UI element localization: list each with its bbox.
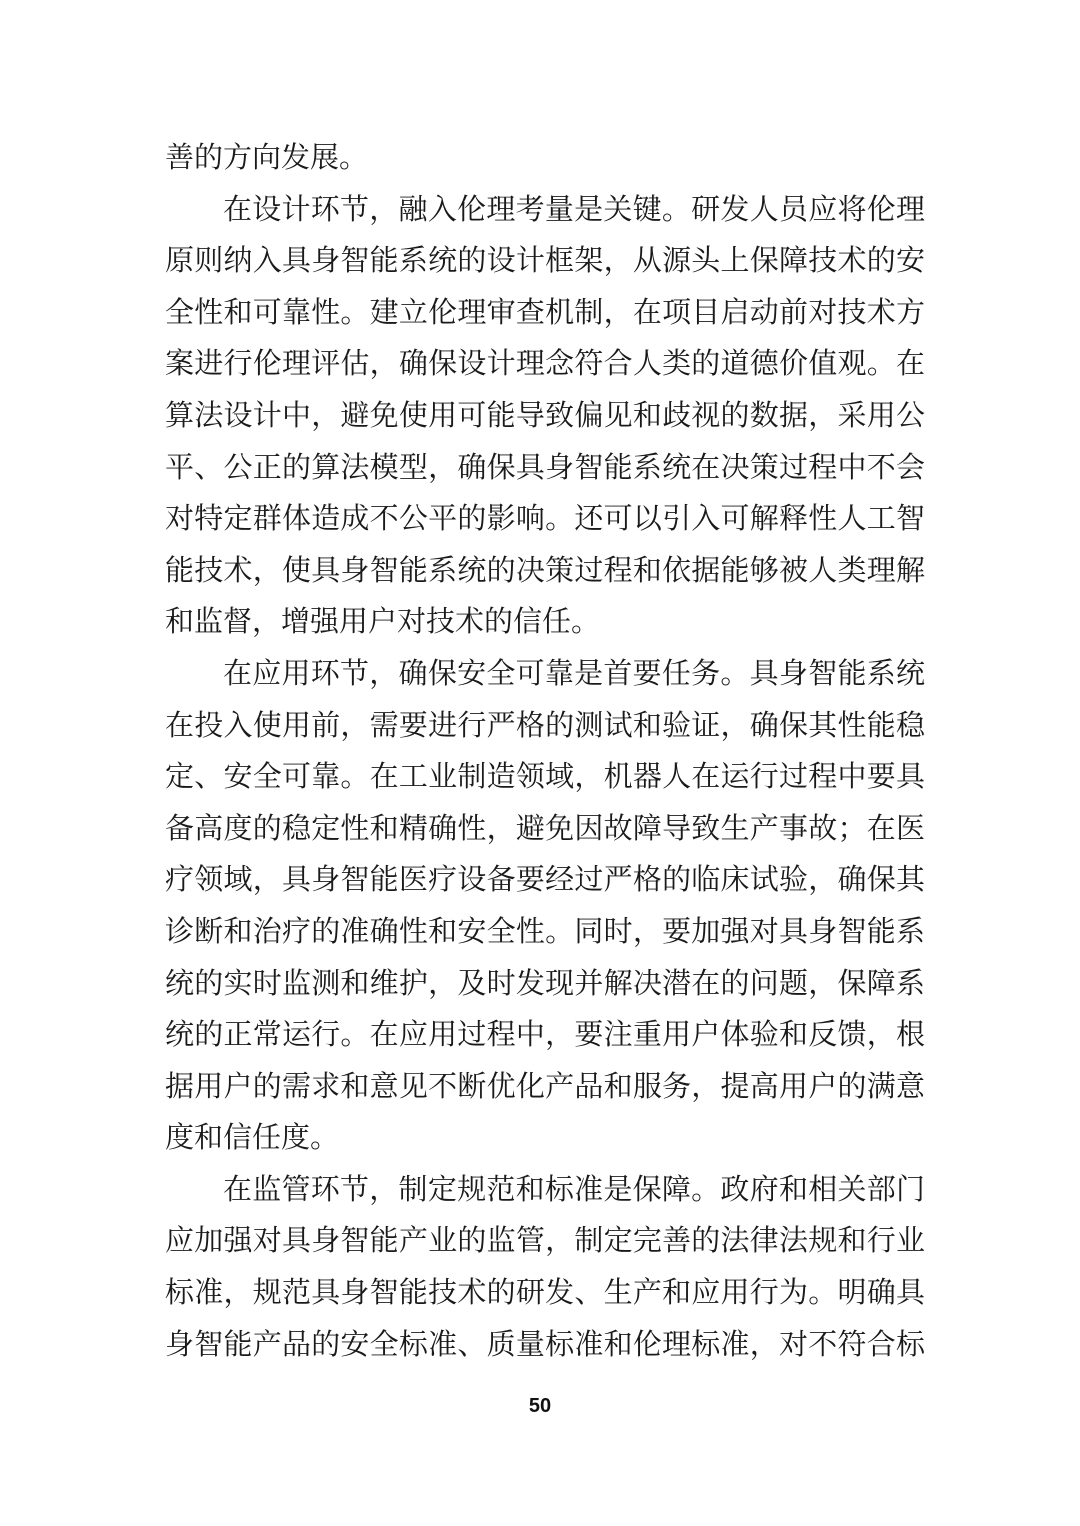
text-line: 能技术，使具身智能系统的决策过程和依据能够被人类理解 [165, 552, 925, 587]
text-line: 善的方向发展。 [165, 140, 369, 174]
text-line: 案进行伦理评估，确保设计理念符合人类的道德价值观。在 [165, 346, 925, 381]
paragraph-first-line: 在监管环节，制定规范和标准是保障。政府和相关部门 [223, 1171, 925, 1206]
text-line: 度和信任度。 [165, 1120, 340, 1155]
text-line: 据用户的需求和意见不断优化产品和服务，提高用户的满意 [165, 1068, 925, 1103]
text-line: 全性和可靠性。建立伦理审查机制，在项目启动前对技术方 [165, 294, 925, 329]
text-line: 身智能产品的安全标准、质量标准和伦理标准，对不符合标 [165, 1326, 925, 1361]
text-line: 应加强对具身智能产业的监管，制定完善的法律法规和行业 [165, 1223, 925, 1258]
text-line: 疗领域，具身智能医疗设备要经过严格的临床试验，确保其 [165, 862, 925, 897]
text-line: 和监督，增强用户对技术的信任。 [165, 604, 601, 639]
text-line: 原则纳入具身智能系统的设计框架，从源头上保障技术的安 [165, 243, 925, 278]
text-line: 诊断和治疗的准确性和安全性。同时，要加强对具身智能系 [165, 913, 925, 948]
text-line: 统的正常运行。在应用过程中，要注重用户体验和反馈，根 [165, 1017, 925, 1052]
text-line: 统的实时监测和维护，及时发现并解决潜在的问题，保障系 [165, 965, 925, 1000]
text-line: 标准，规范具身智能技术的研发、生产和应用行为。明确具 [165, 1275, 925, 1310]
text-line: 对特定群体造成不公平的影响。还可以引入可解释性人工智 [165, 501, 925, 536]
text-line: 备高度的稳定性和精确性，避免因故障导致生产事故；在医 [165, 810, 925, 845]
paragraph-first-line: 在设计环节，融入伦理考量是关键。研发人员应将伦理 [223, 191, 925, 226]
text-line: 算法设计中，避免使用可能导致偏见和歧视的数据，采用公 [165, 397, 925, 432]
text-line: 平、公正的算法模型，确保具身智能系统在决策过程中不会 [165, 449, 925, 484]
text-line: 在投入使用前，需要进行严格的测试和验证，确保其性能稳 [165, 707, 925, 742]
paragraph-first-line: 在应用环节，确保安全可靠是首要任务。具身智能系统 [223, 655, 925, 690]
page-number: 50 [528, 1395, 552, 1417]
text-line: 定、安全可靠。在工业制造领域，机器人在运行过程中要具 [165, 759, 925, 794]
body-text [165, 132, 925, 1370]
